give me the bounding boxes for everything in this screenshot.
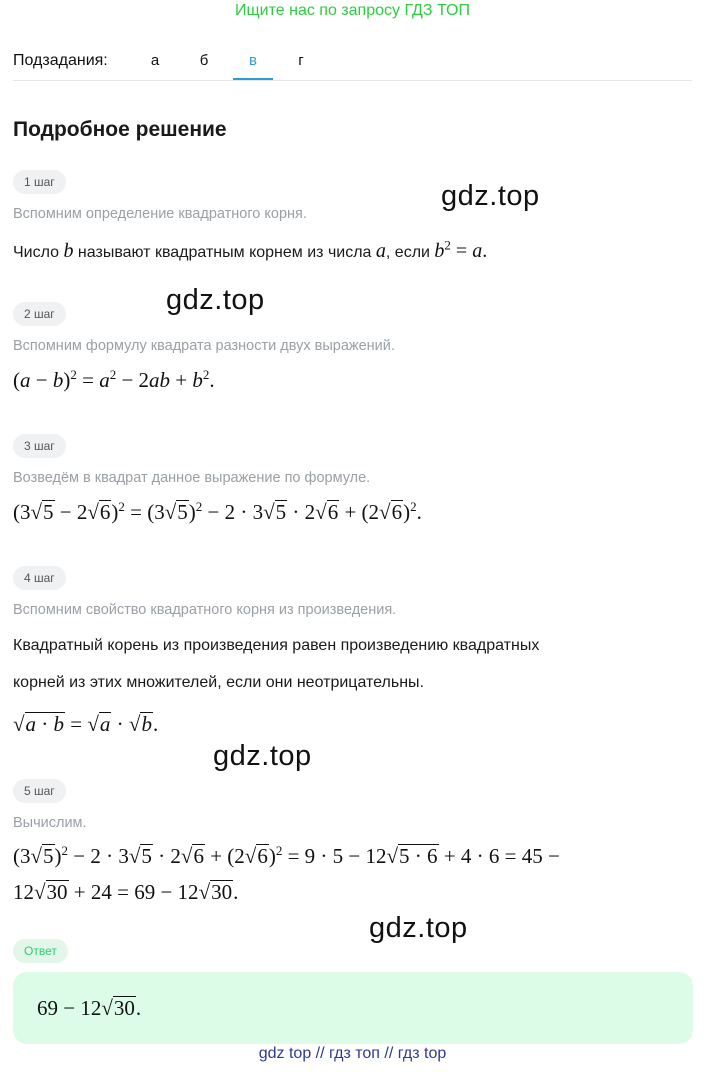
footer-link[interactable]: gdz top	[258, 1045, 312, 1062]
answer-box	[13, 972, 693, 1044]
step-hint: Вычислим.	[13, 815, 87, 831]
step-hint: Вспомним формулу квадрата разности двух выражений.	[13, 338, 395, 354]
watermark: gdz.top	[441, 180, 540, 212]
subtasks-bar	[13, 50, 692, 81]
subtasks-label: Подзадания:	[13, 52, 108, 69]
tab-b[interactable]: б	[199, 52, 209, 69]
answer-badge: Ответ	[13, 939, 68, 963]
promo-banner[interactable]: Ищите нас по запросу ГДЗ ТОП	[235, 2, 470, 19]
solution-title: Подробное решение	[13, 118, 227, 141]
tab-v[interactable]: в	[233, 52, 273, 80]
formula-expansion: $(3√5 - 2√6)^2 = (3√5)^2 - 2 \cdot 3√5 \cdot 2√6 + (2√6)^2$.	[13, 499, 422, 524]
step-text: Число b называют квадратным корнем из числа a, если $b^2 = a$.	[13, 237, 488, 262]
watermark: gdz.top	[369, 912, 468, 944]
tab-a[interactable]: а	[150, 52, 160, 69]
formula-calculation-line1: $(3√5)^2 - 2 \cdot 3√5 \cdot 2√6 + (2√6)^2 = 9 \cdot 5 - 12√5 \cdot 6 + 4 \cdot 6 = 45$ −	[13, 843, 560, 868]
step-text: Квадратный корень из произведения равен произведению квадратных	[13, 637, 540, 654]
footer-link[interactable]: гдз top	[397, 1045, 447, 1062]
step-hint: Вспомним определение квадратного корня.	[13, 206, 307, 222]
step-text: корней из этих множителей, если они неотрицательны.	[13, 674, 424, 691]
footer-separator: //	[384, 1045, 394, 1062]
step-badge: 1 шаг	[13, 170, 66, 194]
step-badge: 3 шаг	[13, 434, 66, 458]
footer-links	[0, 1045, 705, 1063]
step-badge: 5 шаг	[13, 779, 66, 803]
formula-calculation-line2: 12√30 + 24 = 69 − 12√30.	[13, 880, 239, 904]
step-badge: 4 шаг	[13, 566, 66, 590]
answer-value: 69 − 12√30.	[37, 996, 142, 1020]
formula-sqrt-product: √a · b = √a · √b.	[13, 712, 159, 736]
step-badge: 2 шаг	[13, 302, 66, 326]
formula-square-difference: $(a - b)^2 = a^2 - 2ab + b^2$.	[13, 367, 215, 392]
tab-g[interactable]: г	[298, 52, 304, 69]
watermark: gdz.top	[166, 284, 265, 316]
step-hint: Возведём в квадрат данное выражение по формуле.	[13, 470, 371, 486]
footer-link[interactable]: гдз топ	[329, 1045, 380, 1062]
step-hint: Вспомним свойство квадратного корня из произведения.	[13, 602, 397, 618]
footer-separator: //	[315, 1045, 325, 1062]
watermark: gdz.top	[213, 740, 312, 772]
